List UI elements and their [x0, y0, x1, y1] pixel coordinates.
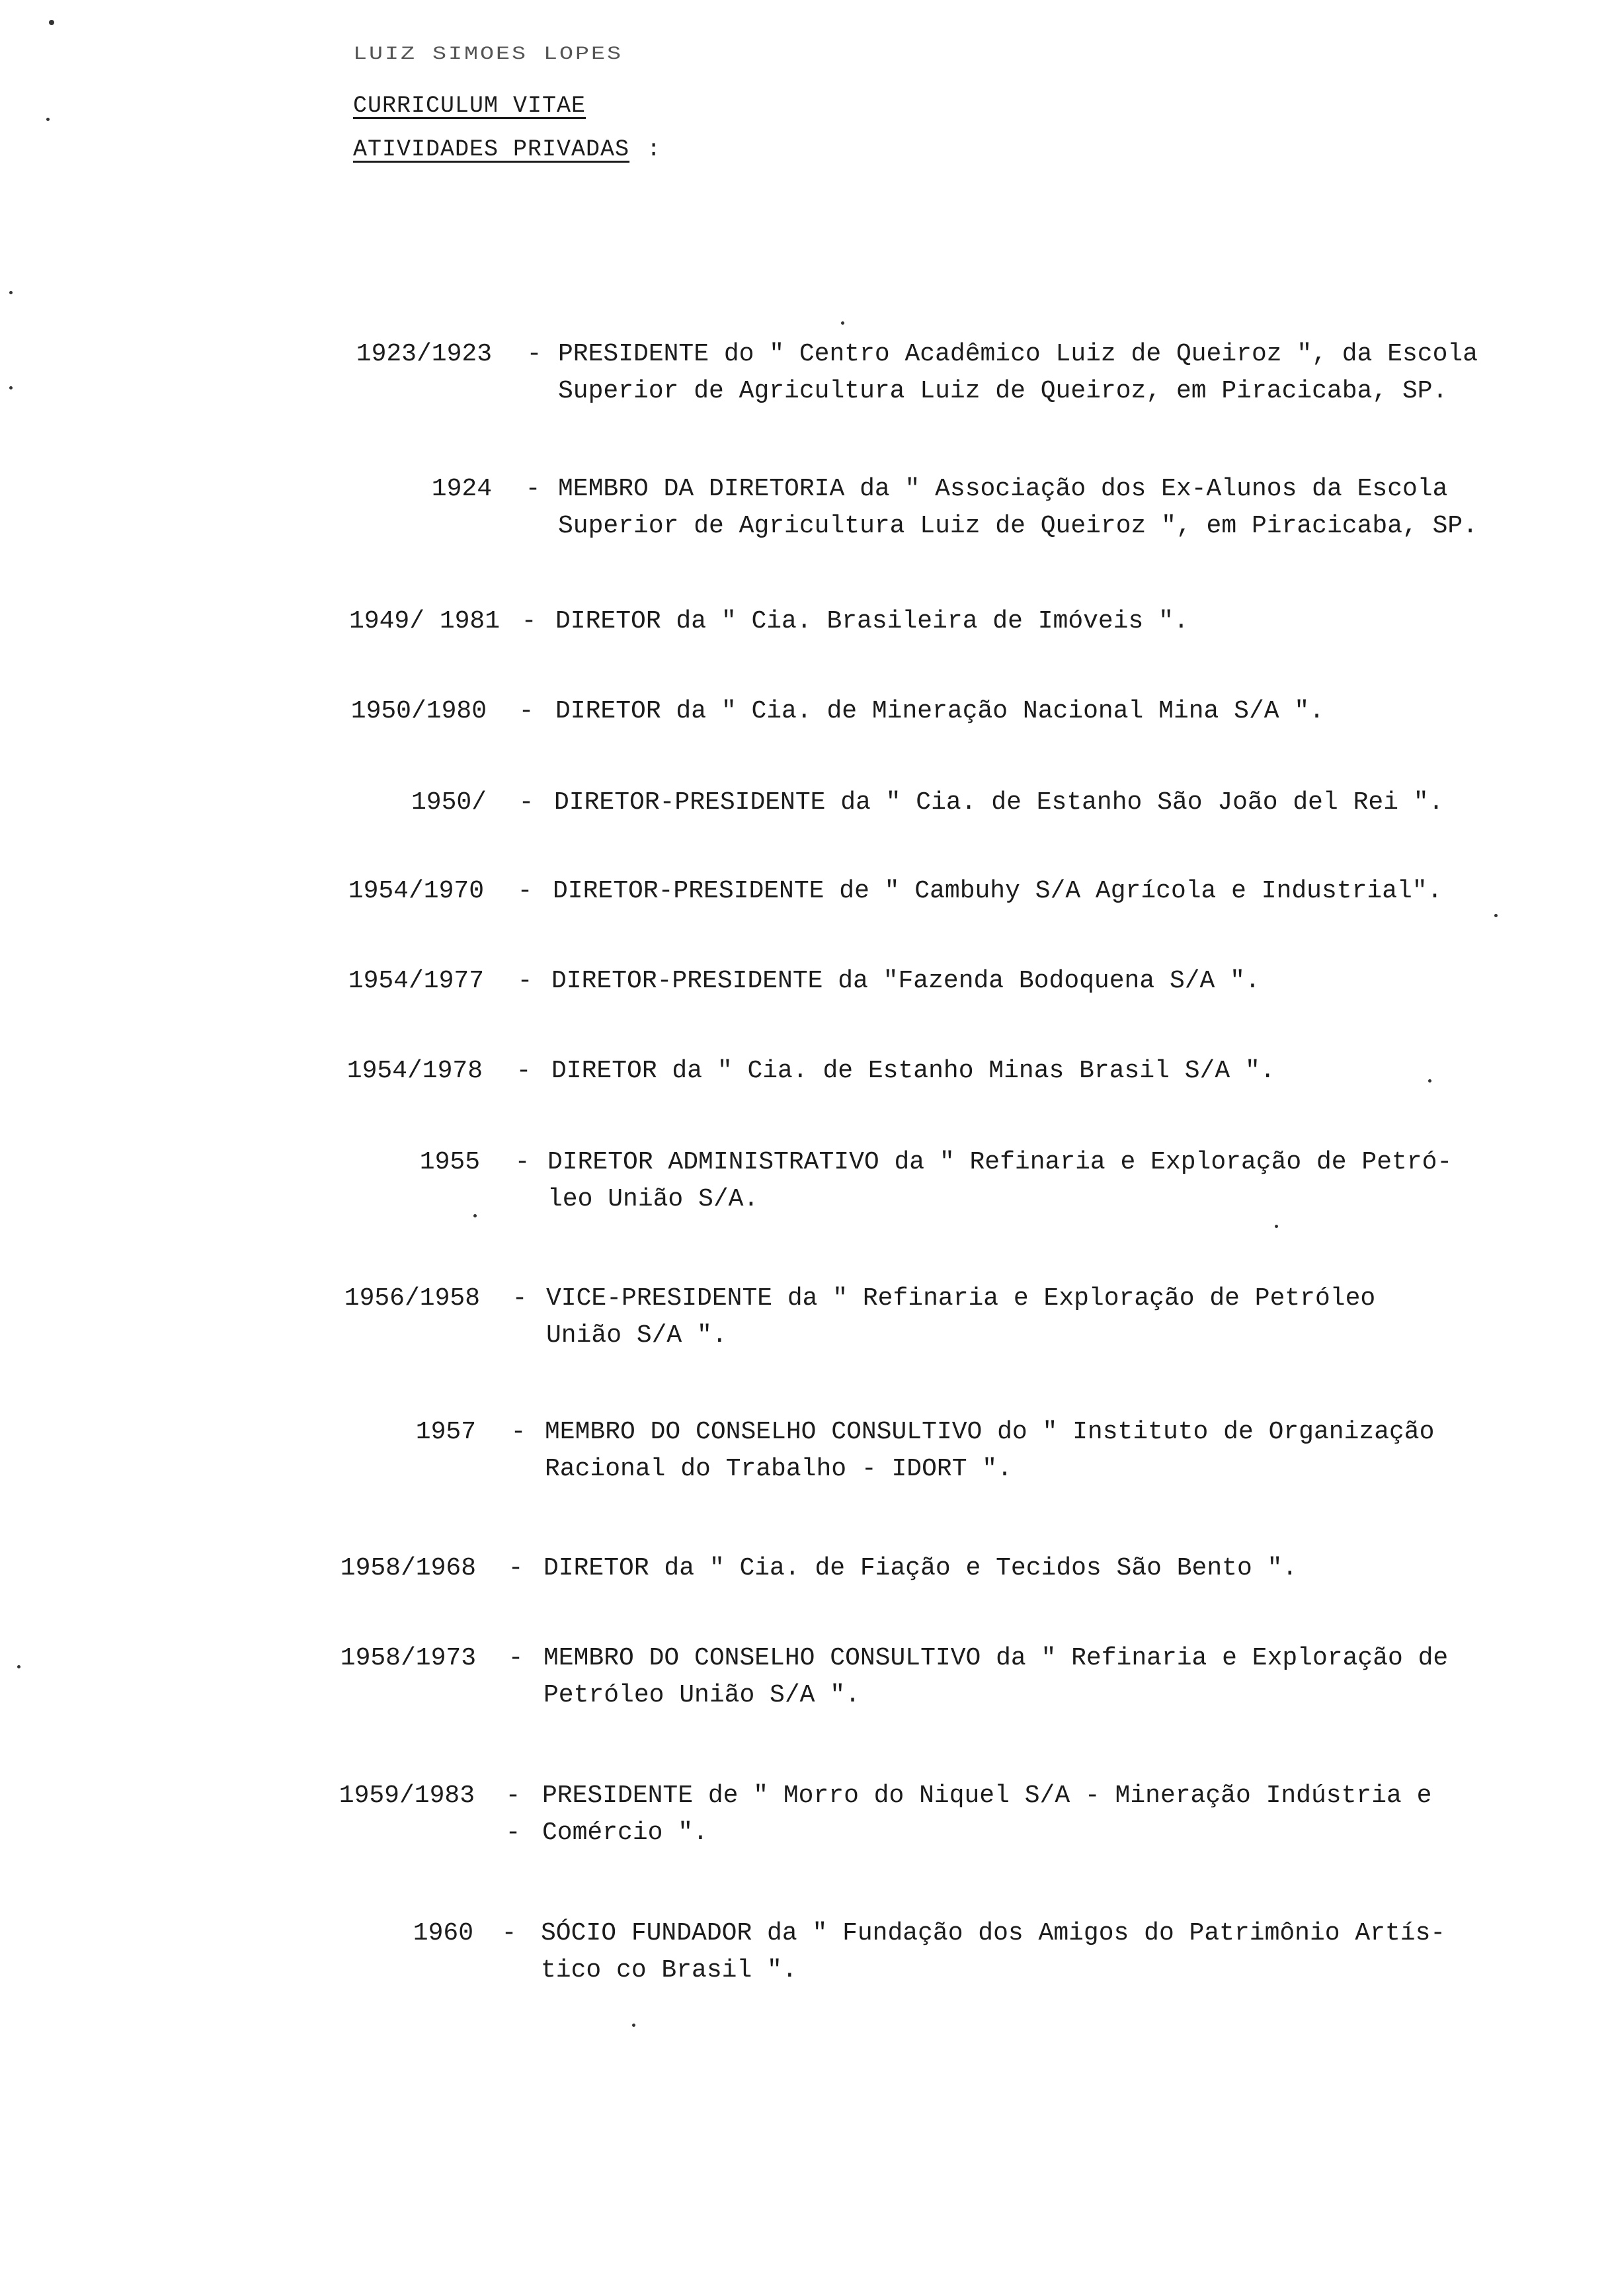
entry-description-line: PRESIDENTE de " Morro do Niquel S/A - Mineração Indústria e [542, 1782, 1432, 1810]
entry-description [555, 603, 1501, 640]
entry-dash: - [512, 1284, 528, 1313]
entry-period: 1949/ 1981 [349, 607, 501, 636]
author-name: LUIZ SIMOES LOPES [353, 44, 623, 65]
entry-dash: - [517, 877, 533, 905]
entry-dash: - [518, 788, 534, 817]
entry-description-line: DIRETOR ADMINISTRATIVO da " Refinaria e Exploração de Petró- [547, 1148, 1453, 1176]
section-heading-text: ATIVIDADES PRIVADAS [353, 136, 630, 163]
entry-description-line: DIRETOR da " Cia. Brasileira de Imóveis ". [555, 607, 1189, 636]
entry-description [547, 1144, 1493, 1218]
entry-period: 1958/1973 [340, 1644, 476, 1672]
entry-description [542, 1778, 1488, 1852]
scan-speck [473, 1214, 477, 1217]
entry-period: 1924 [431, 475, 492, 503]
section-heading-colon: : [647, 136, 662, 163]
entry-dash: - [526, 340, 542, 368]
scan-speck [1494, 914, 1498, 917]
entry-description [546, 1280, 1492, 1354]
entry-description-line: MEMBRO DO CONSELHO CONSULTIVO da " Refinaria e Exploração de [543, 1644, 1449, 1672]
scan-speck [841, 321, 844, 325]
entry-period: 1950/1980 [350, 697, 487, 725]
entry-description-line: DIRETOR da " Cia. de Fiação e Tecidos São Bento ". [543, 1554, 1298, 1582]
entry-period: 1954/1970 [348, 877, 484, 905]
entry-period: 1957 [415, 1418, 476, 1446]
scan-speck [9, 386, 13, 390]
entry-period: 1954/1977 [348, 967, 484, 995]
entry-description [545, 1414, 1490, 1488]
scan-speck [17, 1665, 20, 1668]
entry-description-line: DIRETOR da " Cia. de Mineração Nacional Mina S/A ". [555, 697, 1324, 725]
scan-speck [49, 20, 54, 25]
entry-description-line: DIRETOR-PRESIDENTE da "Fazenda Bodoquena S/A ". [551, 967, 1260, 995]
entry-dash: - [521, 607, 537, 636]
entry-description-line: leo União S/A. [547, 1185, 759, 1213]
entry-dash: - [508, 1644, 524, 1672]
entry-description [543, 1640, 1489, 1714]
section-heading [353, 136, 661, 163]
entry-period: 1956/1958 [344, 1284, 480, 1313]
entry-description [551, 963, 1497, 1000]
scan-speck [46, 118, 50, 121]
entry-period: 1955 [419, 1148, 480, 1176]
entry-description-line: Comércio ". [542, 1819, 708, 1847]
entry-description-line: DIRETOR da " Cia. de Estanho Minas Brasil S/A ". [551, 1057, 1275, 1085]
entry-description [543, 1550, 1489, 1587]
entry-description-line: MEMBRO DO CONSELHO CONSULTIVO do " Instituto de Organização [545, 1418, 1435, 1446]
entry-description-line: Petróleo União S/A ". [543, 1681, 860, 1709]
entry-period: 1923/1923 [356, 340, 492, 368]
entry-dash: - [501, 1919, 517, 1948]
entry-description-line: União S/A ". [546, 1321, 727, 1350]
entry-dash: - [525, 475, 541, 503]
entry-description [541, 1915, 1486, 1989]
entry-description [554, 784, 1500, 821]
entry-dash: - [518, 697, 534, 725]
entry-description [558, 336, 1504, 410]
entry-description-line: PRESIDENTE do " Centro Acadêmico Luiz de Queiroz ", da Escola [558, 340, 1478, 368]
entry-dash: - [516, 1057, 532, 1085]
entry-period: 1954/1978 [346, 1057, 483, 1085]
entry-dash: - [510, 1418, 526, 1446]
entry-period: 1950/ [411, 788, 487, 817]
scan-speck [1428, 1079, 1431, 1083]
scan-speck [9, 291, 13, 294]
entry-dash: - [514, 1148, 530, 1176]
entry-description [555, 693, 1501, 730]
entry-description-line: Racional do Trabalho - IDORT ". [545, 1455, 1012, 1483]
entry-description-line: Superior de Agricultura Luiz de Queiroz ", em Piracicaba, SP. [558, 512, 1478, 540]
entry-description-line: tico co Brasil ". [541, 1956, 797, 1985]
entry-description-line: DIRETOR-PRESIDENTE de " Cambuhy S/A Agrícola e Industrial". [553, 877, 1443, 905]
entry-description-line: VICE-PRESIDENTE da " Refinaria e Exploração de Petróleo [546, 1284, 1376, 1313]
entry-dash: - [508, 1554, 524, 1582]
entry-period: 1959/1983 [339, 1782, 475, 1810]
entry-period: 1958/1968 [340, 1554, 476, 1582]
scan-speck [632, 2024, 635, 2027]
entry-description-line: SÓCIO FUNDADOR da " Fundação dos Amigos do Patrimônio Artís- [541, 1919, 1446, 1948]
entry-description [551, 1053, 1497, 1090]
entry-description-line: DIRETOR-PRESIDENTE da " Cia. de Estanho São João del Rei ". [554, 788, 1444, 817]
entry-description-line: Superior de Agricultura Luiz de Queiroz, em Piracicaba, SP. [558, 377, 1448, 405]
entry-dash: -- [505, 1782, 521, 1847]
entry-period: 1960 [413, 1919, 473, 1948]
document-title: CURRICULUM VITAE [353, 93, 586, 119]
entry-description [558, 471, 1504, 545]
entry-description [553, 873, 1498, 910]
entry-dash: - [517, 967, 533, 995]
entry-description-line: MEMBRO DA DIRETORIA da " Associação dos Ex-Alunos da Escola [558, 475, 1448, 503]
scan-speck [1275, 1225, 1278, 1228]
